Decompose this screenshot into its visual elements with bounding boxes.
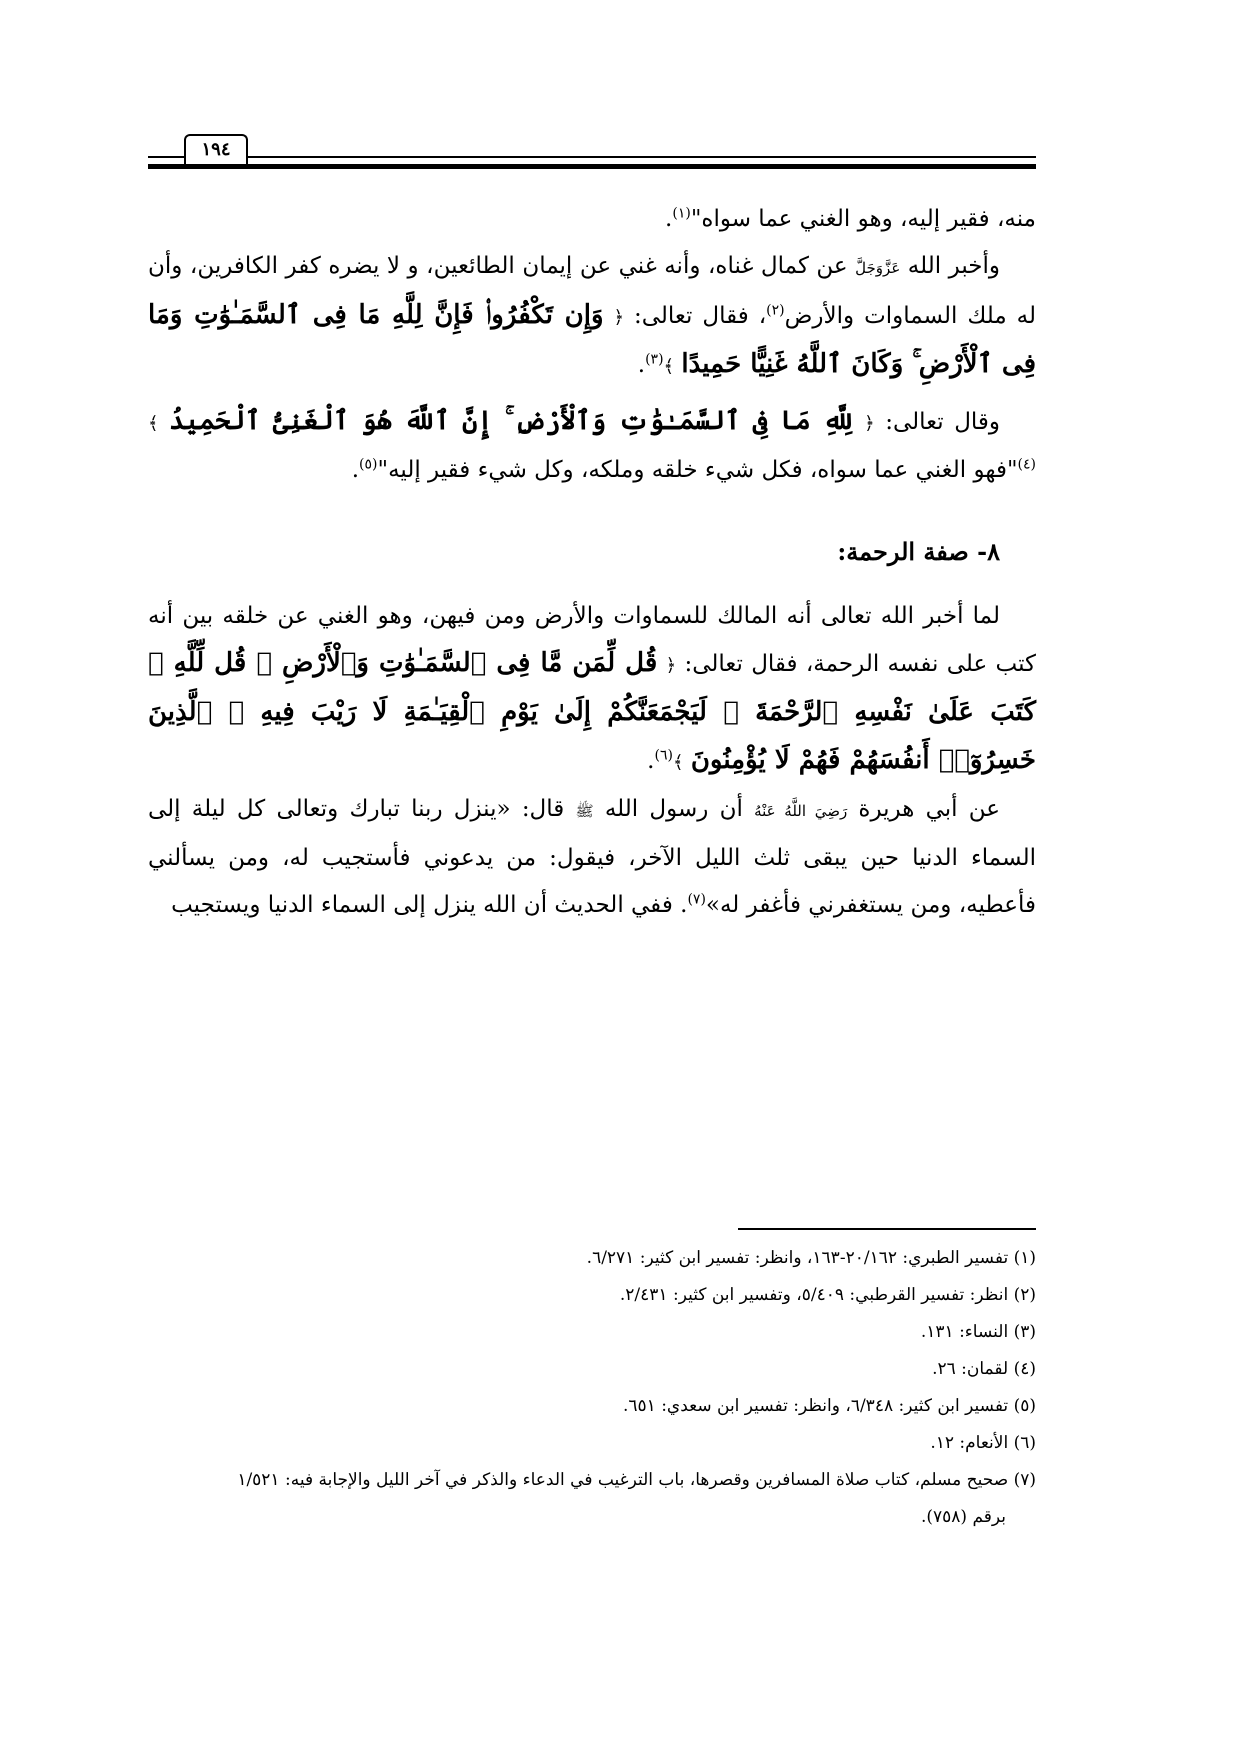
footnote-ref-7[interactable]: (٧)	[687, 891, 706, 908]
quran-verse: لِلَّهِ مَا فِى ٱلسَّمَـٰوَٰتِ وَٱلْأَرْضِ ۚ إِنَّ ٱللَّهَ هُوَ ٱلْغَنِىُّ ٱلْحَمِيدُ	[169, 406, 854, 436]
honorific: رَضِيَ اللَّهُ عَنْهُ	[754, 802, 848, 820]
section-heading: ٨- صفة الرحمة:	[837, 537, 1000, 566]
footnote-separator	[738, 1228, 1036, 1230]
ornate-bracket-close: ﴾	[663, 356, 675, 377]
header-rule-thick	[148, 164, 1036, 169]
footnote-6: (٦) الأنعام: ١٢.	[930, 1433, 1036, 1453]
paragraph-2: وأخبر الله عَزَّوَجَلَّ عن كمال غناه، وأنه غني عن إيمان الطائعين، و لا يضره كفر الكافرين، وأن له ملك السماوات والأرض$^{(٢)}$، فقال تعالى: ﴿ وَإِن تَكْفُرُوا۟ فَإِنَّ لِلَّهِ مَا فِى ٱلسَّمَـٰوَٰتِ وَمَا فِى ٱلْأَرْضِ ۚ وَكَانَ ٱللَّهُ غَنِيًّا حَمِيدًا ﴾$^{(٣)}$.	[148, 253, 1037, 379]
footnote-4: (٤) لقمان: ٢٦.	[932, 1359, 1036, 1379]
header-rule-thin	[148, 156, 1036, 158]
ornate-bracket-open: ﴿	[613, 307, 625, 328]
quran-verse: قُل لِّمَن مَّا فِى ٱلسَّمَـٰوَٰتِ وَٱلْأَرْضِ ۖ قُل لِّلَّهِ ۚ كَتَبَ عَلَىٰ نَفْسِهِ ٱلرَّحْمَةَ ۚ لَيَجْمَعَنَّكُمْ إِلَىٰ يَوْمِ ٱلْقِيَـٰمَةِ لَا رَيْبَ فِيهِ ۚ ٱلَّذِينَ خَسِرُوٓا۟ أَنفُسَهُمْ فَهُمْ لَا يُؤْمِنُونَ	[148, 648, 1036, 775]
footnote-ref-1[interactable]: (١)	[672, 205, 691, 222]
ornate-bracket-open: ﴿	[665, 655, 677, 676]
honorific: ﷺ	[575, 802, 594, 820]
footnote-7-continuation: برقم (٧٥٨).	[920, 1507, 1006, 1527]
paragraph-5: عن أبي هريرة رَضِيَ اللَّهُ عَنْهُ أن رسول الله ﷺ قال: «ينزل ربنا تبارك وتعالى كل ليلة إلى السماء الدنيا حين يبقى ثلث الليل الآخر، فيقول: من يدعوني فأستجيب له، ومن يسألني فأعطيه، ومن يستغفرني فأغفر له»$^{(٧)}$. ففي الحديث أن الله ينزل إلى السماء الدنيا ويستجيب	[148, 796, 1036, 918]
footnote-ref-4[interactable]: (٤)	[1017, 456, 1036, 473]
footnote-5: (٥) تفسير ابن كثير: ٦/٣٤٨، وانظر: تفسير ابن سعدي: ٦٥١.	[622, 1396, 1036, 1416]
footnote-ref-2[interactable]: (٢)	[766, 302, 785, 319]
footnote-ref-5[interactable]: (٥)	[359, 456, 378, 473]
footnotes	[148, 1240, 1036, 1536]
quran-verse: وَإِن تَكْفُرُوا۟ فَإِنَّ لِلَّهِ مَا فِى ٱلسَّمَـٰوَٰتِ وَمَا فِى ٱلْأَرْضِ ۚ وَكَانَ ٱللَّهُ غَنِيًّا حَمِيدًا	[148, 300, 1036, 379]
main-text	[148, 196, 1036, 929]
honorific: عَزَّوَجَلَّ	[855, 259, 901, 277]
footnote-2: (٢) انظر: تفسير القرطبي: ٥/٤٠٩، وتفسير ابن كثير: ٢/٤٣١.	[619, 1285, 1036, 1305]
footnote-7: (٧) صحيح مسلم، كتاب صلاة المسافرين وقصرها، باب الترغيب في الدعاء والذكر في آخر الليل والإجابة فيه: ١/٥٢١	[237, 1470, 1036, 1490]
page-number: ١٩٤	[184, 134, 248, 164]
footnote-ref-3[interactable]: (٣)	[645, 351, 664, 368]
ornate-bracket-close: ﴾	[148, 413, 159, 434]
footnote-ref-6[interactable]: (٦)	[654, 747, 673, 764]
ornate-bracket-close: ﴾	[672, 752, 684, 773]
paragraph-3: وقال تعالى: ﴿ لِلَّهِ مَا فِى ٱلسَّمَـٰوَٰتِ وَٱلْأَرْضِ ۚ إِنَّ ٱللَّهَ هُوَ ٱلْغَنِىُّ ٱلْحَمِيدُ ﴾$^{(٤)}$"فهو الغني عما سواه، فكل شيء خلقه وملكه، وكل شيء فقير إليه"$^{(٥)}$.	[148, 406, 1036, 483]
footnote-3: (٣) النساء: ١٣١.	[920, 1322, 1036, 1342]
paragraph-4: لما أخبر الله تعالى أنه المالك للسماوات والأرض ومن فيهن، وهو الغني عن خلقه بين أنه كتب على نفسه الرحمة، فقال تعالى: ﴿ قُل لِّمَن مَّا فِى ٱلسَّمَـٰوَٰتِ وَٱلْأَرْضِ ۖ قُل لِّلَّهِ ۚ كَتَبَ عَلَىٰ نَفْسِهِ ٱلرَّحْمَةَ ۚ لَيَجْمَعَنَّكُمْ إِلَىٰ يَوْمِ ٱلْقِيَـٰمَةِ لَا رَيْبَ فِيهِ ۚ ٱلَّذِينَ خَسِرُوٓا۟ أَنفُسَهُمْ فَهُمْ لَا يُؤْمِنُونَ ﴾$^{(٦)}$.	[148, 603, 1037, 775]
ornate-bracket-open: ﴿	[864, 413, 875, 434]
footnote-1: (١) تفسير الطبري: ٢٠/١٦٢-١٦٣، وانظر: تفسير ابن كثير: ٦/٢٧١.	[586, 1248, 1036, 1268]
page-header	[148, 126, 1036, 172]
paragraph-1: منه، فقير إليه، وهو الغني عما سواه"$^{(١)}$.	[665, 205, 1036, 232]
